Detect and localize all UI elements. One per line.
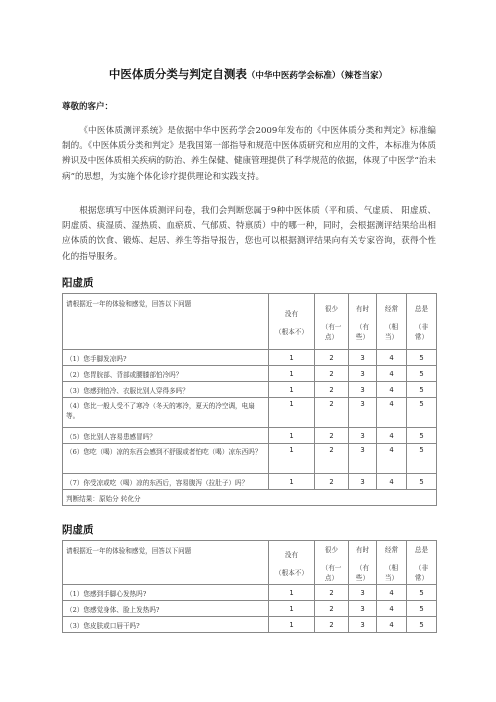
title-main: 中医体质分类与判定自测表 — [108, 67, 247, 81]
table-row — [63, 444, 437, 474]
header-cell: 没有 （根本不） — [269, 294, 315, 350]
score-cell[interactable]: 5 — [407, 474, 437, 490]
header-cell: 很少 （有一点） — [315, 294, 349, 350]
table-header-row — [63, 294, 437, 350]
score-cell[interactable]: 2 — [315, 382, 349, 398]
header-cell: 有时 （有些） — [349, 294, 377, 350]
score-cell[interactable]: 5 — [407, 382, 437, 398]
question-cell: （3）您感到怕冷、衣服比别人穿得多吗？ — [63, 382, 269, 398]
question-cell: （2）您胃脘部、背部或腰膝部怕冷吗？ — [63, 366, 269, 382]
score-cell[interactable]: 2 — [315, 601, 349, 617]
document-title — [0, 66, 496, 82]
header-cell: 总是 （非常） — [407, 541, 437, 585]
score-cell[interactable]: 2 — [315, 428, 349, 444]
table-row — [63, 474, 437, 490]
score-cell[interactable]: 4 — [377, 382, 407, 398]
header-cell: 有时 （有些） — [349, 541, 377, 585]
score-cell[interactable]: 1 — [269, 617, 315, 633]
intro-paragraph-1: 《中医体质测评系统》是依据中华中医药学会2009年发布的《中医体质分类和判定》标准编制的。《中医体质分类和判定》是我国第一部指导和规范中医体质研究和应用的文件，本标准为体质辨识及中医体质相关疾病的防治、养生保健、健康管理提供了科学规范的依据，体现了中医学“治未病”的思想，为实施个体化诊疗提供理论和实践支持。 — [62, 126, 436, 182]
score-cell[interactable]: 4 — [377, 366, 407, 382]
result-cell: 判断结果：原始分 转化分 — [63, 490, 437, 506]
section-title-yin-deficiency: 阴虚质 — [62, 524, 94, 536]
score-cell[interactable]: 3 — [349, 398, 377, 428]
score-cell[interactable]: 1 — [269, 601, 315, 617]
score-cell[interactable]: 3 — [349, 601, 377, 617]
score-cell[interactable]: 2 — [315, 444, 349, 474]
intro-paragraph-2: 根据您填写中医体质测评问卷，我们会判断您属于9种中医体质（平和质、气虚质、 阳虚质、阴虚质、痰湿质、湿热质、血瘀质、气郁质、特禀质）中的哪一种，同时，会根据测评结果给出相应体质的饮食、锻炼、起居、养生等指导报告，您也可以根据测评结果向有关专家咨询，获得个性化的指导服务。 — [62, 206, 436, 262]
score-cell[interactable]: 3 — [349, 350, 377, 366]
question-cell: （5）您比别人容易患感冒吗？ — [63, 428, 269, 444]
header-cell: 经常 （相当） — [377, 294, 407, 350]
table-row — [63, 601, 437, 617]
question-cell: （3）您皮肤或口唇干吗? — [63, 617, 269, 633]
score-cell[interactable]: 4 — [377, 428, 407, 444]
score-cell[interactable]: 5 — [407, 428, 437, 444]
table-row — [63, 585, 437, 601]
header-cell: 经常 （相当） — [377, 541, 407, 585]
score-cell[interactable]: 5 — [407, 601, 437, 617]
score-cell[interactable]: 5 — [407, 366, 437, 382]
score-cell[interactable]: 2 — [315, 474, 349, 490]
score-cell[interactable]: 1 — [269, 428, 315, 444]
score-cell[interactable]: 4 — [377, 398, 407, 428]
question-cell: （7）你受凉或吃（喝）凉的东西后，容易腹泻（拉肚子）吗？ — [63, 474, 269, 490]
score-cell[interactable]: 5 — [407, 398, 437, 428]
score-cell[interactable]: 2 — [315, 617, 349, 633]
question-cell: （1）您感到手脚心发热吗? — [63, 585, 269, 601]
table-row — [63, 398, 437, 428]
score-cell[interactable]: 5 — [407, 444, 437, 474]
yin-deficiency-table — [62, 540, 437, 633]
table-row — [63, 382, 437, 398]
score-cell[interactable]: 4 — [377, 444, 407, 474]
question-cell: （1）您手脚发凉吗? — [63, 350, 269, 366]
header-cell: 总是 （非常） — [407, 294, 437, 350]
score-cell[interactable]: 1 — [269, 366, 315, 382]
header-cell: 没有 （根本不） — [269, 541, 315, 585]
score-cell[interactable]: 1 — [269, 444, 315, 474]
score-cell[interactable]: 3 — [349, 428, 377, 444]
table-prompt: 请根据近一年的体验和感觉，回答以下问题 — [63, 541, 269, 585]
score-cell[interactable]: 2 — [315, 350, 349, 366]
title-sub: （中华中医药学会标准）（辣苍当家） — [246, 71, 388, 81]
score-cell[interactable]: 2 — [315, 366, 349, 382]
score-cell[interactable]: 1 — [269, 474, 315, 490]
score-cell[interactable]: 1 — [269, 350, 315, 366]
score-cell[interactable]: 4 — [377, 474, 407, 490]
yang-deficiency-table — [62, 293, 437, 506]
section-title-yang-deficiency: 阳虚质 — [62, 277, 94, 289]
score-cell[interactable]: 3 — [349, 444, 377, 474]
question-cell: （2）您感觉身体、脸上发热吗? — [63, 601, 269, 617]
score-cell[interactable]: 1 — [269, 585, 315, 601]
score-cell[interactable]: 3 — [349, 585, 377, 601]
table-header-row — [63, 541, 437, 585]
table-row — [63, 350, 437, 366]
greeting: 尊敬的客户： — [62, 102, 114, 112]
question-cell: （4）您比一般人受不了寒冷（冬天的寒冷，夏天的冷空调，电扇等。 — [63, 398, 269, 428]
score-cell[interactable]: 5 — [407, 350, 437, 366]
score-cell[interactable]: 5 — [407, 585, 437, 601]
score-cell[interactable]: 4 — [377, 601, 407, 617]
table-result-row — [63, 490, 437, 506]
score-cell[interactable]: 1 — [269, 382, 315, 398]
score-cell[interactable]: 4 — [377, 585, 407, 601]
question-cell: （6）您吃（喝）凉的东西会感到不舒服或者怕吃（喝）凉东西吗？ — [63, 444, 269, 474]
table-prompt: 请根据近一年的体验和感觉，回答以下问题 — [63, 294, 269, 350]
score-cell[interactable]: 3 — [349, 366, 377, 382]
score-cell[interactable]: 2 — [315, 398, 349, 428]
score-cell[interactable]: 3 — [349, 382, 377, 398]
score-cell[interactable]: 2 — [315, 585, 349, 601]
score-cell[interactable]: 1 — [269, 398, 315, 428]
score-cell[interactable]: 3 — [349, 617, 377, 633]
table-row — [63, 617, 437, 633]
table-row — [63, 428, 437, 444]
score-cell[interactable]: 3 — [349, 474, 377, 490]
score-cell[interactable]: 5 — [407, 617, 437, 633]
score-cell[interactable]: 4 — [377, 350, 407, 366]
header-cell: 很少 （有一点） — [315, 541, 349, 585]
table-row — [63, 366, 437, 382]
score-cell[interactable]: 4 — [377, 617, 407, 633]
